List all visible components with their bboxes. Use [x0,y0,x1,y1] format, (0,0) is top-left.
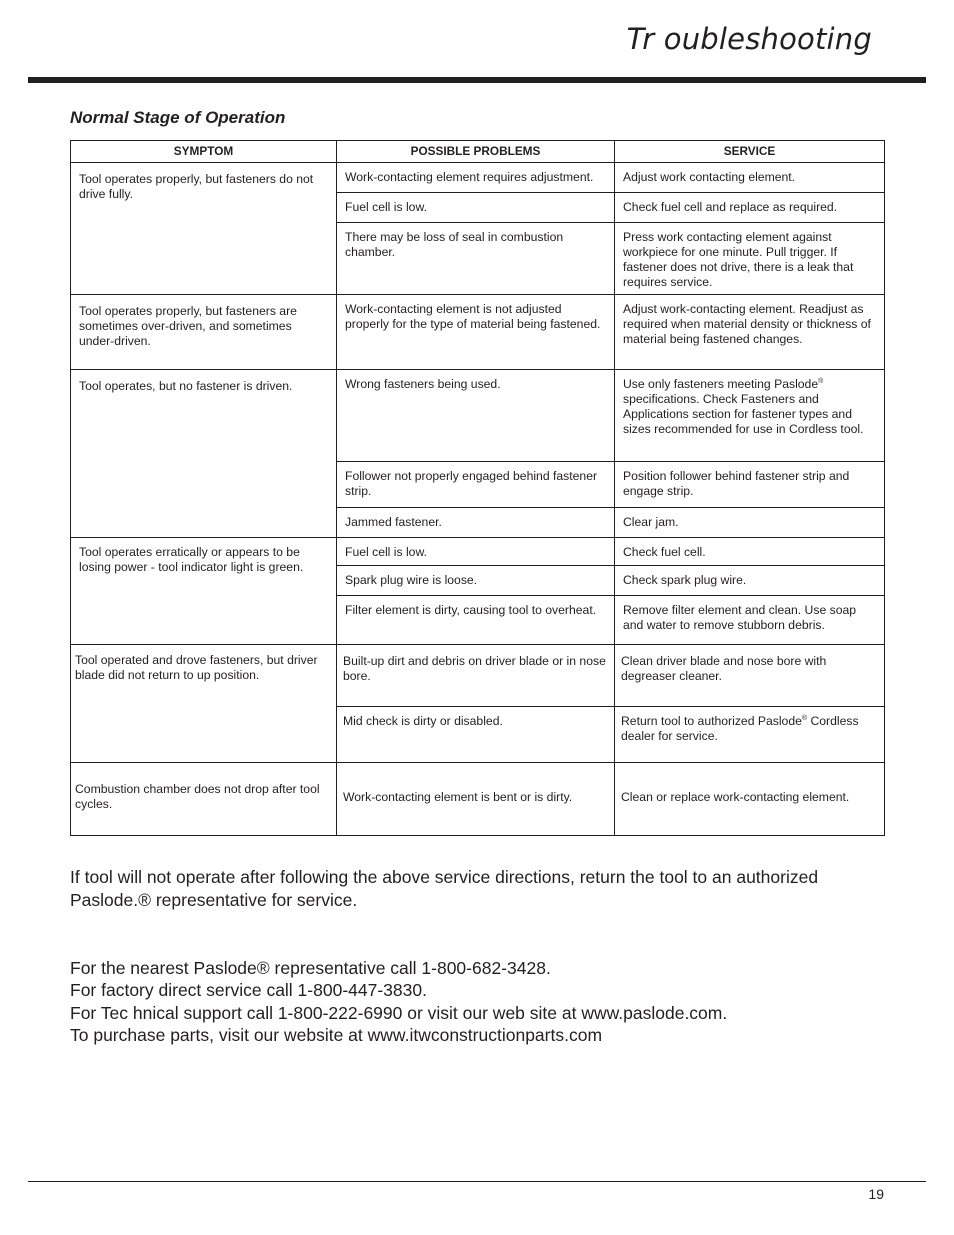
problem-cell: Mid check is dirty or disabled. [337,707,615,763]
service-cell: Position follower behind fastener strip and engage strip. [615,462,885,508]
table-row [71,645,885,707]
service-text: Use only fasteners meeting Paslode [623,377,819,391]
table-header-row [71,141,885,163]
factory-service-line: For factory direct service call 1-800-447-3830. [70,980,427,1001]
column-header-service: SERVICE [615,141,885,163]
problem-cell: Wrong fasteners being used. [337,370,615,462]
service-cell: Remove filter element and clean. Use soap and water to remove stubborn debris. [615,596,885,645]
service-text: Return tool to authorized Paslode [621,714,802,728]
page-number: 19 [868,1186,884,1202]
table-row [71,295,885,370]
table-row [71,538,885,566]
problem-cell: Work-contacting element is bent or is dirty. [337,763,615,836]
service-cell [615,707,885,763]
contact-info [70,957,850,1046]
service-cell: Clean driver blade and nose bore with degreaser cleaner. [615,645,885,707]
problem-cell: Fuel cell is low. [337,193,615,223]
nearest-representative-line: For the nearest Paslode® representative call 1-800-682-3428. [70,958,551,978]
symptom-cell: Tool operates erratically or appears to be losing power - tool indicator light is green. [71,538,337,645]
service-cell: Check spark plug wire. [615,566,885,596]
technical-support-line: For Tec hnical support call 1-800-222-6990 or visit our web site at www.paslode.com. [70,1002,728,1023]
registered-mark: ® [818,377,824,385]
problem-cell: There may be loss of seal in combustion chamber. [337,223,615,295]
column-header-symptom: SYMPTOM [71,141,337,163]
service-cell: Adjust work contacting element. [615,163,885,193]
footer-rule [28,1181,926,1182]
service-cell: Clear jam. [615,508,885,538]
symptom-cell: Combustion chamber does not drop after tool cycles. [71,763,337,836]
service-cell [615,370,885,462]
service-cell: Adjust work-contacting element. Readjust as required when material density or thickness of material being fastened changes. [615,295,885,370]
problem-cell: Work-contacting element is not adjusted properly for the type of material being fastened. [337,295,615,370]
symptom-cell: Tool operates properly, but fasteners are sometimes over-driven, and sometimes under-driven. [71,295,337,370]
section-heading: Normal Stage of Operation [70,108,286,127]
problem-cell: Jammed fastener. [337,508,615,538]
table-row [71,163,885,193]
service-text: specifications. Check Fasteners and Applications section for fastener types and sizes recommended for use in Cordless tool. [623,392,864,436]
problem-cell: Fuel cell is low. [337,538,615,566]
service-cell: Clean or replace work-contacting element. [615,763,885,836]
service-text: Cordless dealer for service. [621,714,859,743]
symptom-cell: Tool operated and drove fasteners, but driver blade did not return to up position. [71,645,337,763]
page-title: Tr oubleshooting [626,22,872,56]
problem-cell: Filter element is dirty, causing tool to overheat. [337,596,615,645]
service-cell: Check fuel cell. [615,538,885,566]
registered-mark: ® [801,714,808,722]
table-row [71,370,885,462]
column-header-possible-problems: POSSIBLE PROBLEMS [337,141,615,163]
service-cell: Check fuel cell and replace as required. [615,193,885,223]
problem-cell: Work-contacting element requires adjustment. [337,163,615,193]
table-row [71,763,885,836]
purchase-parts-line: To purchase parts, visit our website at www.itwconstructionparts.com [70,1024,603,1045]
service-note: If tool will not operate after following the above service directions, return the tool to an authorized Paslode.® representative for service. [70,867,819,910]
problem-cell: Built-up dirt and debris on driver blade or in nose bore. [337,645,615,707]
service-cell: Press work contacting element against workpiece for one minute. Pull trigger. If fastener does not drive, there is a leak that requires service. [615,223,885,295]
header-rule [28,77,926,83]
symptom-cell: Tool operates, but no fastener is driven. [71,370,337,538]
troubleshooting-table [70,140,885,836]
symptom-cell: Tool operates properly, but fasteners do not drive fully. [71,163,337,295]
problem-cell: Follower not properly engaged behind fastener strip. [337,462,615,508]
problem-cell: Spark plug wire is loose. [337,566,615,596]
